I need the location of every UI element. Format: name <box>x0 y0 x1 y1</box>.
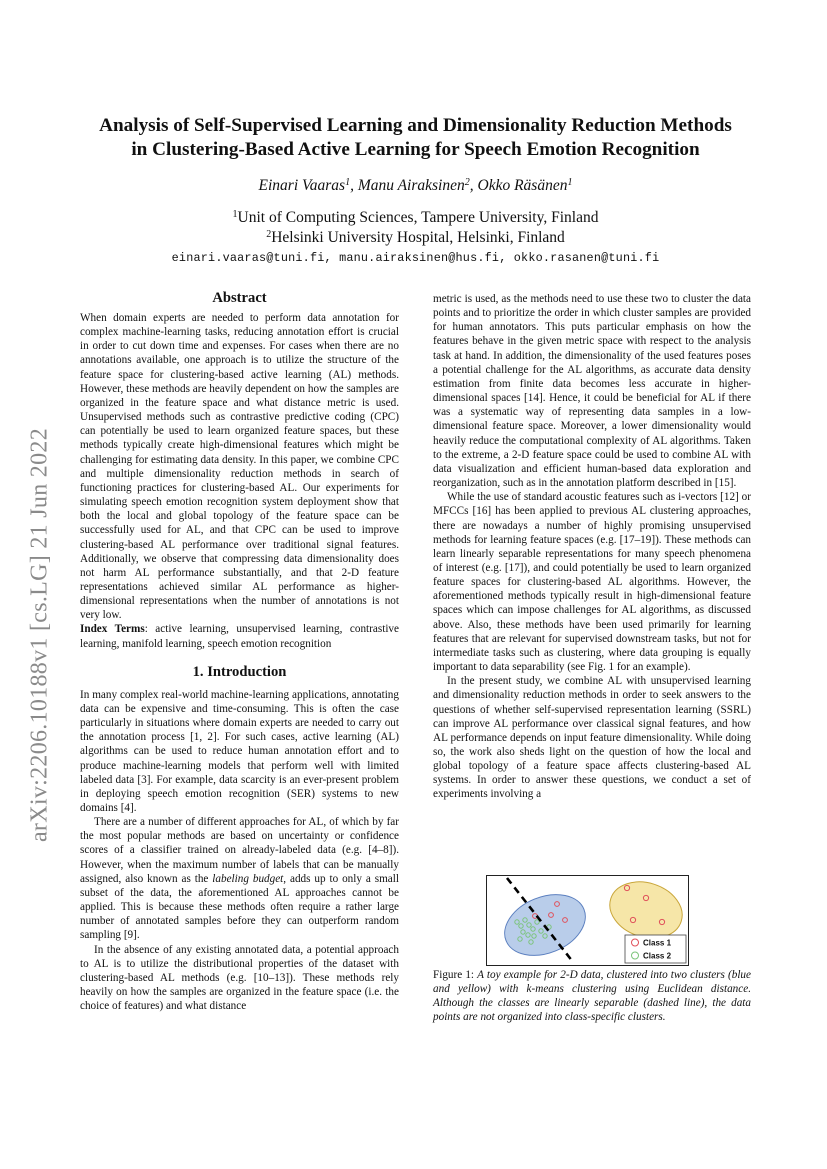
caption-k: k <box>526 983 532 996</box>
affiliation-text: Helsinki University Hospital, Helsinki, Finland <box>271 229 565 246</box>
affiliation-text: Unit of Computing Sciences, Tampere University, Finland <box>237 209 599 226</box>
author-affil-mark: 2 <box>464 177 470 188</box>
intro-p2-text-cont: , adds up to only a small subset of the data, the aforementioned AL approaches cannot be applied. This is because these methods often require a rather large number of annotated samples before they can outperform random sampling [9]. <box>80 872 399 942</box>
author-name: Okko Räsänen <box>477 177 568 194</box>
author-affil-mark: 1 <box>567 177 573 188</box>
author-emails: einari.vaaras@tuni.fi, manu.airaksinen@hus.fi, okko.rasanen@tuni.fi <box>171 251 660 265</box>
arxiv-stamp-text: arXiv:2206.10188v1 [cs.LG] 21 Jun 2022 <box>26 427 53 843</box>
body-paragraph-2: While the use of standard acoustic features such as i-vectors [12] or MFCCs [16] has been applied to previous AL clustering approaches, there are nowadays a number of highly promising unsupervised methods for learning feature spaces (e.g. [17–19]). These methods can learn linearly separable representations for many speech phenomena of interest (e.g. [17]), and could potentially be used to learn organized feature spaces for clustering-based AL algorithms. However, the aforementioned methods typically result in high-dimensional feature spaces which can impose challenges for AL algorithms, as discussed above. Also, these methods have been used primarily for learning features that are relevant for supervised downstream tasks, but not for intermediate tasks such as clustering, where data grouping is equally important to data separability (see Fig. 1 for an example). <box>433 491 751 674</box>
affiliation-mark: 2 <box>266 229 272 240</box>
title-line-1: Analysis of Self-Supervised Learning and Dimensionality Reduction Methods <box>99 115 732 136</box>
legend-class-2-label: Class 2 <box>643 951 672 961</box>
figure-1 <box>486 875 689 966</box>
figure-1-caption <box>433 968 751 1025</box>
index-terms <box>80 622 399 650</box>
index-terms-text: : active learning, unsupervised learning, contrastive learning, manifold learning, speech emotion recognition <box>80 623 399 650</box>
intro-paragraph-1: In many complex real-world machine-learning applications, annotating data can be expensive and time-consuming. This is often the case particularly in situations where domain experts are needed to carry out the annotation process [1, 2]. For such cases, active learning (AL) algorithms can be used to reduce human annotation effort and to produce machine-learning models that perform well with limited labeled data [3]. For example, data scarcity is an ever-present problem in deploying speech emotion recognition (SER) systems to new domains [4]. <box>80 688 399 814</box>
index-terms-label: Index Terms <box>80 623 145 636</box>
abstract-heading: Abstract <box>212 290 267 306</box>
author-name: Einari Vaaras <box>258 177 346 194</box>
title-line-2: in Clustering-Based Active Learning for Speech Emotion Recognition <box>131 139 700 160</box>
author-separator: , <box>350 177 358 194</box>
labeling-budget-term: labeling budget <box>212 872 284 885</box>
left-column <box>80 289 399 1013</box>
paper-title <box>78 114 753 162</box>
affiliation-1 <box>78 209 753 227</box>
author-separator: , <box>469 177 478 194</box>
caption-text <box>433 969 751 1023</box>
body-paragraph-3: In the present study, we combine AL with unsupervised learning and dimensionality reduction methods in order to seek answers to the questions of whether self-supervised representation learning (SSRL) can improve AL performance over classical signal features, and how AL performance depends on input feature dimensionality. While doing so, the work also sheds light on the question of how the local and global topology of a feature space affects clustering-based AL systems. In order to answer these questions, we conduct a set of experiments involving a <box>433 675 751 801</box>
caption-part-2: -means clustering using Euclidean distance. Although the classes are linearly separable (dashed line), the data points are not organized into class-specific clusters. <box>433 983 751 1024</box>
body-paragraph-1: metric is used, as the methods need to use these two to cluster the data points and to prioritize the order in which cluster samples are provided for human annotators. This puts particular emphasis on how the features behave in the given metric space with respect to the analysis task at hand. In addition, the dimensionality of the used features poses a potential challenge for the AL algorithms, as accurate data density estimation from finite data becomes less accurate in higher-dimensional spaces [14]. Hence, it could be beneficial for AL if there was a systematic way of representing data samples in a low-dimensional feature space. Moreover, a lower dimensionality would heavily reduce the computational complexity of AL algorithms. Taken to the extreme, a 2-D feature space could be used to combine AL with data visualization and efficient human-based data exploration and reorganization, such as in the annotation platform described in [15]. <box>433 293 751 490</box>
arxiv-stamp <box>22 365 58 905</box>
author-list <box>78 177 753 195</box>
abstract-text: When domain experts are needed to perform data annotation for complex machine-learning tasks, reducing annotation effort is crucial in order to cut down time and expenses. For cases when there are no annotations available, one approach is to utilize the structure of the feature space for clustering-based active learning (AL) methods. However, these methods are heavily dependent on how the samples are organized in the feature space and what distance metric is used. Unsupervised methods such as contrastive predictive coding (CPC) can potentially be used to learn organized feature spaces, but these methods typically create high-dimensional features which might be challenging for estimating data density. In this paper, we combine CPC and multiple dimensionality reduction methods in search of functioning practices for clustering-based AL. Our experiments for simulating speech emotion recognition system deployment show that both the local and global topology of the feature space can be successfully used for AL, and that CPC can be used to improve clustering-based AL performance over traditional signal features. Additionally, we observe that compressing data dimensionality does not harm AL performance substantially, and that 2-D feature representations achieved similar AL performance as higher-dimensional representations when the number of annotations is not very low. <box>80 312 399 622</box>
intro-paragraph-3: In the absence of any existing annotated data, a potential approach to AL is to utilize the distributional properties of the dataset with clustering-based AL methods (e.g. [10–13]). These methods rely heavily on how the samples are organized in the feature space (i.e. the choice of features) and what distance <box>80 943 399 1013</box>
toy-cluster-plot <box>487 876 688 965</box>
author-affil-mark: 1 <box>345 177 351 188</box>
affiliation-2 <box>78 229 753 247</box>
blue-cluster-ellipse <box>496 883 595 965</box>
intro-p2-text: There are a number of different approaches for AL, of which by far the most popular methods are based on uncertainty or confidence scores of a classifier trained on already-labeled data (e.g. [4–8]). However, when the maximum number of labels that can be manually assigned, also known as the <box>80 816 399 885</box>
introduction-heading: 1. Introduction <box>192 663 287 680</box>
affiliation-mark: 1 <box>232 209 238 220</box>
legend-class-1-label: Class 1 <box>643 938 672 948</box>
right-column <box>433 292 751 802</box>
caption-part-1: A toy example for 2-D data, clustered into two clusters (blue and yellow) with <box>433 969 751 996</box>
author-name: Manu Airaksinen <box>357 177 465 194</box>
intro-paragraph-2 <box>80 815 399 942</box>
caption-label: Figure 1: <box>433 969 478 981</box>
